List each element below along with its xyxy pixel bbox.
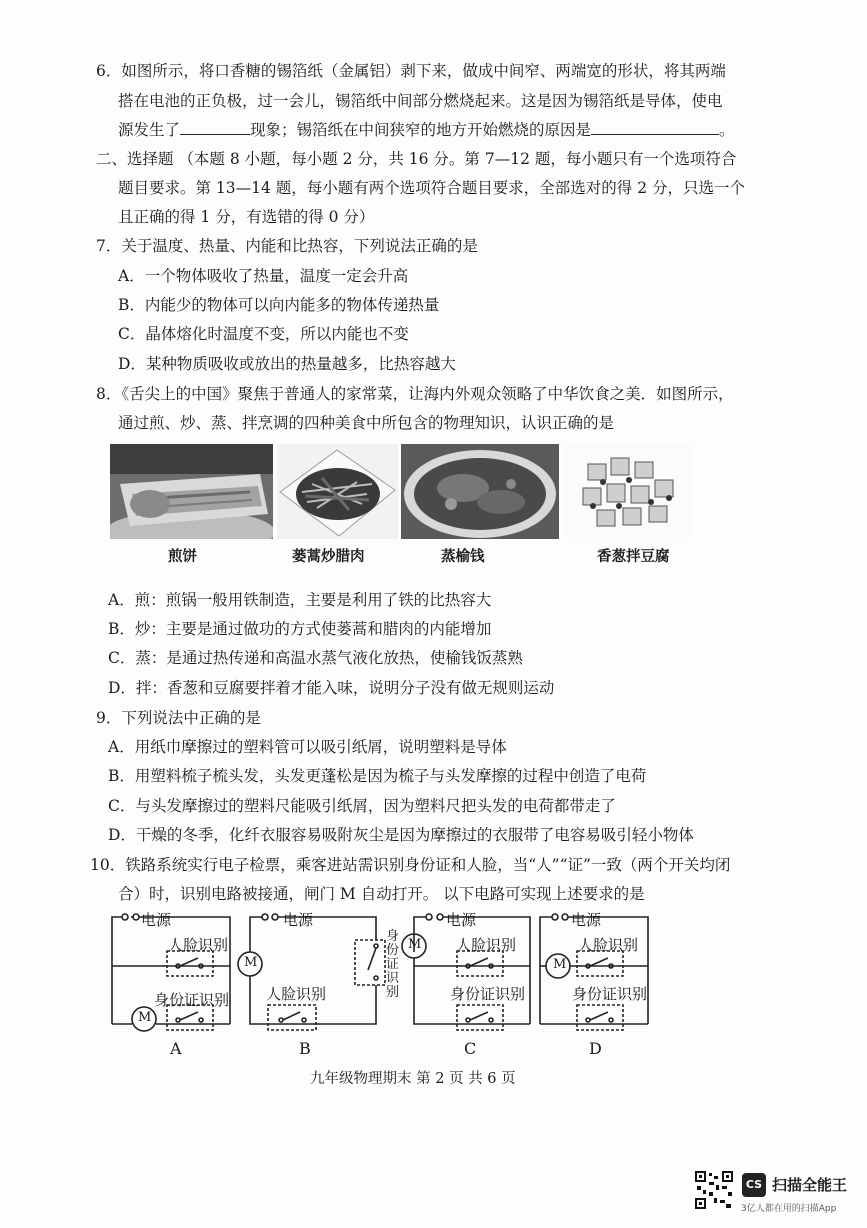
circuit-b-face-label: 人脸识别 <box>266 985 327 1003</box>
section2-line2: 题目要求。第 13—14 题，每小题有两个选项符合题目要求，全部选对的得 2 分，只选一个 <box>118 179 746 197</box>
q6-line3-part-c: 。 <box>719 121 735 139</box>
circuit-c-power-label: 电源 <box>446 911 477 929</box>
caption-tofu: 香葱拌豆腐 <box>597 549 670 565</box>
q7-option-d: D．某种物质吸收或放出的热量越多，比热容越大 <box>118 355 456 373</box>
camscanner-subtitle: 3亿人都在用的扫描App <box>741 1204 837 1214</box>
camscanner-name: 扫描全能王 <box>772 1176 848 1194</box>
circuit-a-id-label: 身份证识别 <box>154 991 230 1009</box>
q9-option-b: B．用塑料梳子梳头发，头发更蓬松是因为梳子与头发摩擦的过程中创造了电荷 <box>108 767 647 785</box>
option-letter-d: D <box>589 1039 602 1058</box>
q8-option-d: D．拌：香葱和豆腐要拌着才能入味，说明分子没有做无规则运动 <box>108 679 555 697</box>
circuit-b <box>238 914 385 1030</box>
circuit-c-id-label: 身份证识别 <box>450 985 526 1003</box>
option-letter-b: B <box>299 1039 311 1058</box>
caption-stirfry: 蒌蒿炒腊肉 <box>292 549 365 565</box>
circuit-b-id-label-vertical: 身 份 证 识 别 <box>386 929 400 1000</box>
circuit-a <box>112 914 230 1031</box>
option-letter-c: C <box>464 1039 477 1058</box>
q6-line3-part-b: 现象；锡箔纸在中间狭窄的地方开始燃烧的原因是 <box>250 121 592 139</box>
circuit-c-motor-label: M <box>408 937 422 952</box>
circuit-a-motor-label: M <box>138 1010 152 1025</box>
q6-blank-1 <box>180 120 250 135</box>
circuit-d-face-label: 人脸识别 <box>578 936 639 954</box>
q6-line1: 6．如图所示，将口香糖的锡箔纸（金属铝）剥下来，做成中间窄、两端宽的形状，将其两端 <box>96 62 726 80</box>
section2-line3: 且正确的得 1 分，有选错的得 0 分） <box>118 208 375 226</box>
stirfry-photo <box>277 444 398 539</box>
q9-stem: 9．下列说法中正确的是 <box>96 709 261 727</box>
q8-option-b: B．炒：主要是通过做功的方式使蒌蒿和腊肉的内能增加 <box>108 620 492 638</box>
circuit-d-power-label: 电源 <box>571 911 602 929</box>
q9-option-a: A．用纸巾摩擦过的塑料管可以吸引纸屑，说明塑料是导体 <box>108 738 507 756</box>
q9-option-c: C．与头发摩擦过的塑料尺能吸引纸屑，因为塑料尺把头发的电荷都带走了 <box>108 797 616 815</box>
circuit-c <box>402 914 530 1030</box>
caption-steamed-elm: 蒸榆钱 <box>441 549 485 565</box>
q6-line2: 搭在电池的正负极，过一会儿，锡箔纸中间部分燃烧起来。这是因为锡箔纸是导体，使电 <box>118 92 723 110</box>
tofu-photo <box>563 444 693 539</box>
q8-stem-1: 8．《舌尖上的中国》聚焦于普通人的家常菜，让海内外观众领略了中华饮食之美．如图所示， <box>96 385 734 403</box>
circuit-b-power-label: 电源 <box>283 911 314 929</box>
page-footer: 九年级物理期末 第 2 页 共 6 页 <box>310 1071 516 1087</box>
q8-option-a: A．煎：煎锅一般用铁制造，主要是利用了铁的比热容大 <box>108 591 492 609</box>
q7-option-b: B．内能少的物体可以向内能多的物体传递热量 <box>118 296 440 314</box>
circuit-a-face-label: 人脸识别 <box>168 936 229 954</box>
qr-code-icon <box>694 1170 734 1210</box>
circuit-b-motor-label: M <box>244 955 258 970</box>
camscanner-logo: CS <box>742 1173 766 1197</box>
circuit-diagrams <box>0 900 867 1070</box>
q6-blank-2 <box>591 120 719 135</box>
caption-pancake: 煎饼 <box>168 549 197 565</box>
circuit-c-face-label: 人脸识别 <box>456 936 517 954</box>
q10-stem-2: 合）时，识别电路被接通，闸门 M 自动打开。 以下电路可实现上述要求的是 <box>118 885 645 903</box>
q6-line3-part-a: 源发生了 <box>118 121 181 139</box>
steamed-elm-photo <box>401 444 559 539</box>
q8-option-c: C．蒸：是通过热传递和高温水蒸气液化放热，使榆钱饭蒸熟 <box>108 649 523 667</box>
pancake-photo <box>110 444 273 539</box>
q7-option-c: C．晶体熔化时温度不变，所以内能也不变 <box>118 325 409 343</box>
q8-stem-2: 通过煎、炒、蒸、拌烹调的四种美食中所包含的物理知识，认识正确的是 <box>118 414 615 432</box>
q6-line3 <box>118 120 735 140</box>
circuit-a-power-label: 电源 <box>141 911 172 929</box>
q9-option-d: D．干燥的冬季，化纤衣服容易吸附灰尘是因为摩擦过的衣服带了电容易吸引轻小物体 <box>108 826 694 844</box>
section2-line1: 二、选择题 （本题 8 小题，每小题 2 分，共 16 分。第 7—12 题，每小题只有一个选项符合 <box>96 150 737 168</box>
circuit-d-motor-label: M <box>553 957 567 972</box>
q7-stem: 7．关于温度、热量、内能和比热容，下列说法正确的是 <box>96 237 478 255</box>
circuit-d-id-label: 身份证识别 <box>572 985 648 1003</box>
circuit-d <box>540 914 648 1030</box>
option-letter-a: A <box>170 1039 182 1058</box>
q10-stem-1: 10．铁路系统实行电子检票，乘客进站需识别身份证和人脸，当“人”“证”一致（两个开关均闭 <box>90 856 731 874</box>
q7-option-a: A．一个物体吸收了热量，温度一定会升高 <box>118 267 409 285</box>
